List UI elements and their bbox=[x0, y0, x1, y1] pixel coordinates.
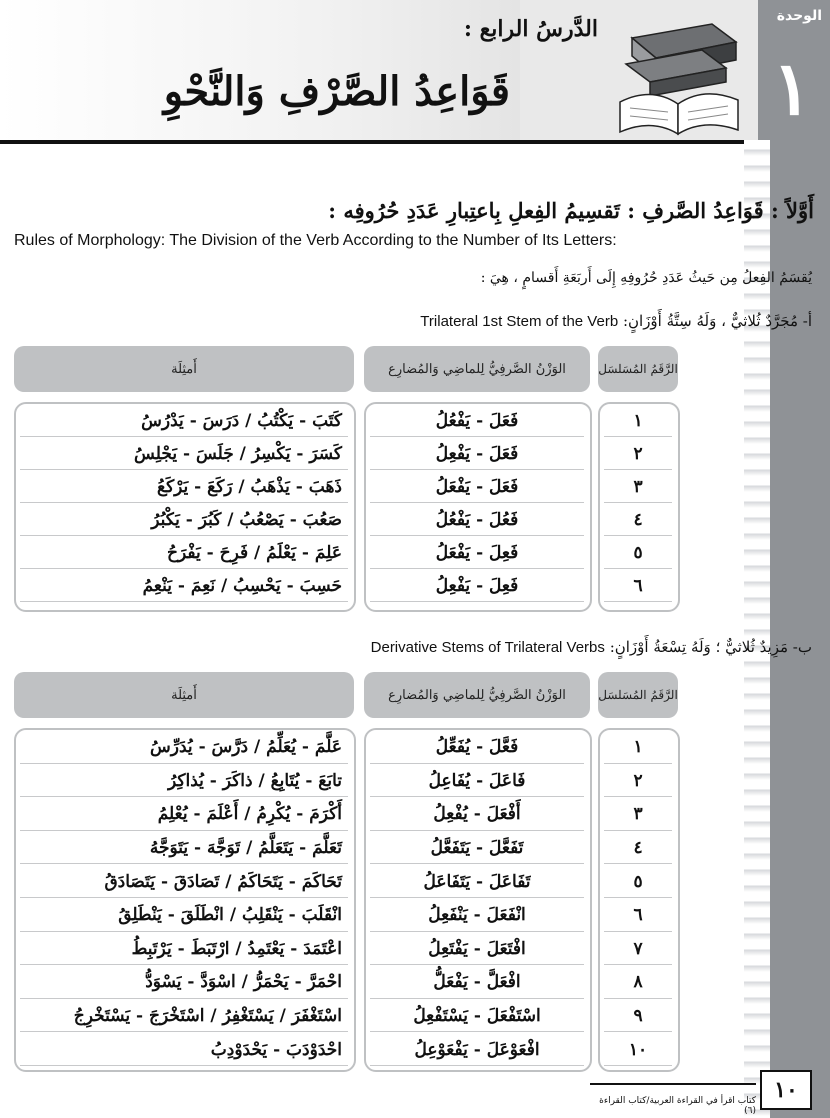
section-intro: يُقسَمُ الفِعلُ مِن حَيثُ عَدَدِ حُرُوفِهِ إِلَى أَربَعَةِ أَقسامٍ ، هِيَ : bbox=[480, 270, 812, 286]
col-header-number: الرَّقَمُ المُسَلسَل bbox=[598, 346, 678, 392]
col-header-examples: أَمثِلَة bbox=[14, 346, 354, 392]
unit-number: ١ bbox=[772, 46, 812, 132]
table-cell-examples: عَلَّمَ - يُعَلِّمُ / دَرَّسَ - يُدَرِّسُ bbox=[20, 732, 348, 764]
table-cell-examples: انْقَلَبَ - يَنْقَلِبُ / انْطَلَقَ - يَنْطَلِقُ bbox=[20, 900, 348, 932]
page-number: ١٠ bbox=[760, 1070, 812, 1110]
table-cell-pattern: انْفَعَلَ - يَنْفَعِلُ bbox=[370, 900, 584, 932]
subsection-b-english: Derivative Stems of Trilateral Verbs bbox=[370, 639, 605, 656]
table-cell-examples: كَسَرَ - يَكْسِرُ / جَلَسَ - يَجْلِسُ bbox=[20, 439, 348, 470]
books-illustration bbox=[612, 20, 742, 138]
torn-paper-edge bbox=[744, 140, 770, 1118]
section-heading: أَوَّلاً : قَوَاعِدُ الصَّرفِ : تَقسِيمُ الفِعلِ بِاعتِبارِ عَدَدِ حُرُوفِه : bbox=[328, 198, 814, 223]
table-cell-number: ١ bbox=[604, 406, 672, 437]
table-cell-examples: احْمَرَّ - يَحْمَرُّ / اسْوَدَّ - يَسْوَدُّ bbox=[20, 967, 348, 999]
table-cell-pattern: فَعَلَ - يَفْعُلُ bbox=[370, 406, 584, 437]
col-header-number: الرَّقَمُ المُسَلسَل bbox=[598, 672, 678, 718]
table-cell-examples: اعْتَمَدَ - يَعْتَمِدُ / ارْتَبَطَ - يَرْتَبِطُ bbox=[20, 934, 348, 966]
table-cell-number: ٣ bbox=[604, 799, 672, 831]
table-cell-examples: عَلِمَ - يَعْلَمُ / فَرِحَ - يَفْرَحُ bbox=[20, 538, 348, 569]
table-cell-examples: تَعَلَّمَ - يَتَعَلَّمُ / تَوَجَّهَ - يَتَوَجَّهُ bbox=[20, 833, 348, 865]
table-cell-pattern: فَعَلَ - يَفْعِلُ bbox=[370, 439, 584, 470]
table-cell-pattern: فَعَّلَ - يُفَعِّلُ bbox=[370, 732, 584, 764]
table-cell-examples: أَكْرَمَ - يُكْرِمُ / أَعْلَمَ - يُعْلِمُ bbox=[20, 799, 348, 831]
table-cell-examples: اسْتَغْفَرَ / يَسْتَغْفِرُ / اسْتَخْرَجَ - يَسْتَخْرِجُ bbox=[20, 1001, 348, 1033]
table-cell-pattern: فَعِلَ - يَفْعِلُ bbox=[370, 571, 584, 602]
table-cell-pattern: فَاعَلَ - يُفَاعِلُ bbox=[370, 766, 584, 798]
table-cell-number: ٤ bbox=[604, 505, 672, 536]
table-cell-number: ٦ bbox=[604, 900, 672, 932]
table-cell-examples: احْدَوْدَبَ - يَحْدَوْدِبُ bbox=[20, 1034, 348, 1066]
table-cell-pattern: افْعَوْعَلَ - يَفْعَوْعِلُ bbox=[370, 1034, 584, 1066]
table-cell-examples: تابَعَ - يُتَابِعُ / ذاكَرَ - يُذاكِرُ bbox=[20, 766, 348, 798]
lesson-title: قَوَاعِدُ الصَّرْفِ وَالنَّحْوِ bbox=[163, 68, 510, 115]
col-header-examples: أَمثِلَة bbox=[14, 672, 354, 718]
table-cell-pattern: فَعَلَ - يَفْعَلُ bbox=[370, 472, 584, 503]
table-cell-number: ١ bbox=[604, 732, 672, 764]
table-cell-pattern: تَفَاعَلَ - يَتَفَاعَلُ bbox=[370, 866, 584, 898]
col-header-pattern: الوَزْنُ الصَّرفِيُّ لِلماضِي وَالمُضارِع bbox=[364, 346, 590, 392]
table-cell-pattern: افْتَعَلَ - يَفْتَعِلُ bbox=[370, 934, 584, 966]
subsection-a-label bbox=[420, 312, 812, 330]
unit-label: الوحدة bbox=[776, 8, 822, 24]
subsection-b-label bbox=[371, 638, 812, 656]
col-header-pattern: الوَزْنُ الصَّرفِيُّ لِلماضِي وَالمُضارِع bbox=[364, 672, 590, 718]
table-cell-number: ٥ bbox=[604, 866, 672, 898]
book-stack-icon bbox=[626, 24, 736, 96]
table-cell-examples: ذَهَبَ - يَذْهَبُ / رَكَعَ - يَرْكَعُ bbox=[20, 472, 348, 503]
subsection-b-arabic: ب- مَزِيدٌ ثُلاثيٌّ ؛ وَلَهُ تِسْعَةُ أَوْزَانٍ: bbox=[609, 638, 812, 656]
table-cell-number: ٩ bbox=[604, 1001, 672, 1033]
table-cell-pattern: فَعُلَ - يَفْعُلُ bbox=[370, 505, 584, 536]
lesson-label: الدَّرسُ الرابع : bbox=[463, 16, 598, 42]
subsection-a-english: Trilateral 1st Stem of the Verb bbox=[420, 313, 619, 330]
table-cell-number: ٧ bbox=[604, 934, 672, 966]
table-cell-pattern: اسْتَفْعَلَ - يَسْتَفْعِلُ bbox=[370, 1001, 584, 1033]
table-cell-examples: تَحَاكَمَ - يَتَحَاكَمُ / تَصَادَقَ - يَتَصَادَقُ bbox=[20, 866, 348, 898]
table-cell-number: ٦ bbox=[604, 571, 672, 602]
table-cell-pattern: أَفْعَلَ - يُفْعِلُ bbox=[370, 799, 584, 831]
table-cell-number: ٥ bbox=[604, 538, 672, 569]
table-cell-number: ٨ bbox=[604, 967, 672, 999]
table-cell-number: ١٠ bbox=[604, 1034, 672, 1066]
subsection-a-arabic: أ- مُجَرَّدٌ ثُلاثيٌّ ، وَلَهُ سِتَّةُ أَوْزَانٍ: bbox=[622, 312, 812, 330]
table-cell-number: ٣ bbox=[604, 472, 672, 503]
open-book-icon bbox=[620, 94, 738, 134]
table-cell-examples: حَسِبَ - يَحْسِبُ / نَعِمَ - يَنْعِمُ bbox=[20, 571, 348, 602]
table-cell-pattern: تَفَعَّلَ - يَتَفَعَّلُ bbox=[370, 833, 584, 865]
table-cell-examples: كَتَبَ - يَكْتُبُ / دَرَسَ - يَدْرُسُ bbox=[20, 406, 348, 437]
section-heading-english: Rules of Morphology: The Division of the Verb According to the Number of Its Letters: bbox=[14, 232, 617, 249]
table-cell-number: ٢ bbox=[604, 766, 672, 798]
footer-book-title: كتاب اقرأ في القراءة العربية/كتاب القراءة (٦) bbox=[599, 1096, 756, 1116]
table-cell-pattern: افْعَلَّ - يَفْعَلُّ bbox=[370, 967, 584, 999]
table-cell-number: ٢ bbox=[604, 439, 672, 470]
table-cell-number: ٤ bbox=[604, 833, 672, 865]
footer-rule bbox=[590, 1083, 756, 1085]
table-cell-examples: صَعُبَ - يَصْعُبُ / كَبُرَ - يَكْبُرُ bbox=[20, 505, 348, 536]
table-cell-pattern: فَعِلَ - يَفْعَلُ bbox=[370, 538, 584, 569]
